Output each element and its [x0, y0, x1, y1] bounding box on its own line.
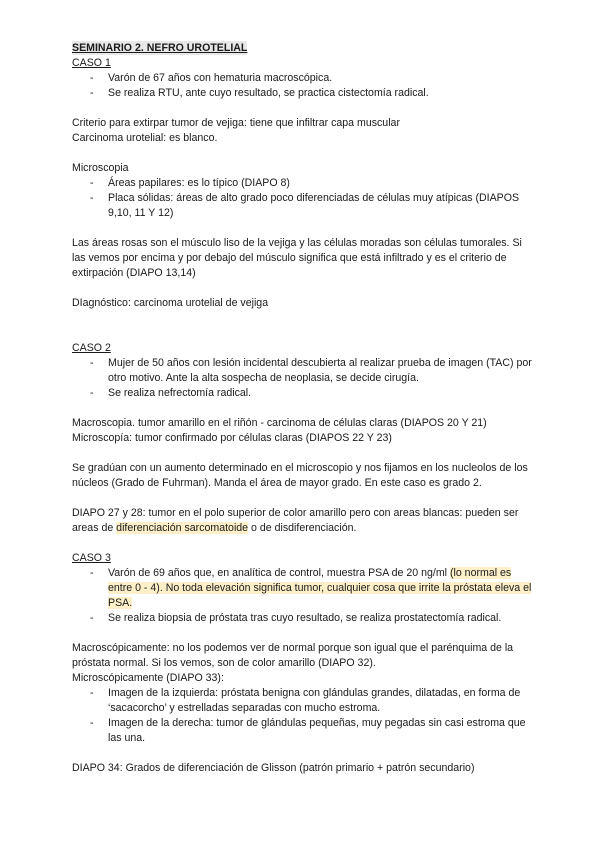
- list-item: - Se realiza nefrectomía radical.: [72, 386, 532, 401]
- case-1-carcinoma: Carcinoma urotelial: es blanco.: [72, 132, 218, 144]
- case-2-grado: Se gradúan con un aumento determinado en el microscopio y nos fijamos en los nucleolos de los núcleos (Grado de Fuhrman). Manda el área de mayor grado. En este caso es grado 2.: [72, 462, 528, 489]
- case-3-heading: CASO 3: [72, 552, 111, 564]
- case-2-diapo: [72, 506, 532, 536]
- case-3-bullet-text: Varón de 69 años que, en analítica de control, muestra PSA de 20 ng/ml: [108, 567, 450, 579]
- case-3-diapo34: DIAPO 34: Grados de diferenciación de Glisson (patrón primario + patrón secundario): [72, 762, 475, 774]
- case-2-heading: CASO 2: [72, 342, 111, 354]
- case-3-micro-title: Microscópicamente (DIAPO 33):: [72, 672, 224, 684]
- case-3-micro-bullets: [72, 686, 532, 746]
- list-item: - Se realiza RTU, ante cuyo resultado, se practica cistectomía radical.: [72, 86, 532, 101]
- list-item: - Varón de 67 años con hematuria macroscópica.: [72, 71, 532, 86]
- case-1-micro-bullets: [72, 176, 532, 221]
- case-1-micro-title: Microscopia: [72, 162, 129, 174]
- list-item: - Imagen de la derecha: tumor de glándulas pequeñas, muy pegadas sin casi estroma que las una.: [72, 716, 532, 746]
- case-1-criterio: Criterio para extirpar tumor de vejiga: tiene que infiltrar capa muscular: [72, 117, 400, 129]
- list-item: - Se realiza biopsia de próstata tras cuyo resultado, se realiza prostatectomía radical.: [72, 611, 532, 626]
- case-2-diapo-tail: o de disdiferenciación.: [248, 522, 357, 534]
- case-1-bullets: [72, 71, 532, 101]
- document-page: [72, 41, 532, 776]
- case-2-micro: Microscopía: tumor confirmado por células claras (DIAPOS 22 Y 23): [72, 432, 392, 444]
- case-1-heading: CASO 1: [72, 57, 111, 69]
- case-1-paragraph: Las áreas rosas son el músculo liso de la vejiga y las células moradas son células tumorales. Si las vemos por encima y por debajo del músculo significa que está infiltrado y es el criterio de extirpación (DIAPO 13,14): [72, 237, 522, 279]
- case-2-bullets: [72, 356, 532, 401]
- highlight: diferenciación sarcomatoide: [116, 522, 249, 534]
- list-item: - Áreas papilares: es lo típico (DIAPO 8): [72, 176, 532, 191]
- list-item: - Placa sólidas: áreas de alto grado poco diferenciadas de células muy atípicas (DIAPOS 9,10, 11 Y 12): [72, 191, 532, 221]
- case-2-macro: Macroscopia. tumor amarillo en el riñón - carcinoma de células claras (DIAPOS 20 Y 21): [72, 417, 487, 429]
- list-item: [72, 566, 532, 611]
- list-item: - Imagen de la izquierda: próstata benigna con glándulas grandes, dilatadas, en forma de ‘sacacorcho’ y estrelladas separadas con mucho estroma.: [72, 686, 532, 716]
- case-2-diapo-text: DIAPO 27 y 28: tumor en el polo superior de color amarillo pero con areas blancas: pueden ser areas de: [72, 507, 519, 534]
- case-3-bullets: [72, 566, 532, 626]
- case-3-macro: Macroscópicamente: no los podemos ver de normal porque son igual que el parénquima de la próstata normal. Si los vemos, son de color amarillo (DIAPO 32).: [72, 642, 514, 669]
- document-title: SEMINARIO 2. NEFRO UROTELIAL: [72, 42, 248, 54]
- list-item: - Mujer de 50 años con lesión incidental descubierta al realizar prueba de imagen (TAC) por otro motivo. Ante la alta sospecha de neoplasia, se decide cirugía.: [72, 356, 532, 386]
- case-1-diagnostico: DIagnóstico: carcinoma urotelial de vejiga: [72, 297, 269, 309]
- highlight: (lo normal es entre 0 - 4). No toda elevación significa tumor, cualquier cosa que irrite la próstata eleva el PSA.: [108, 567, 532, 609]
